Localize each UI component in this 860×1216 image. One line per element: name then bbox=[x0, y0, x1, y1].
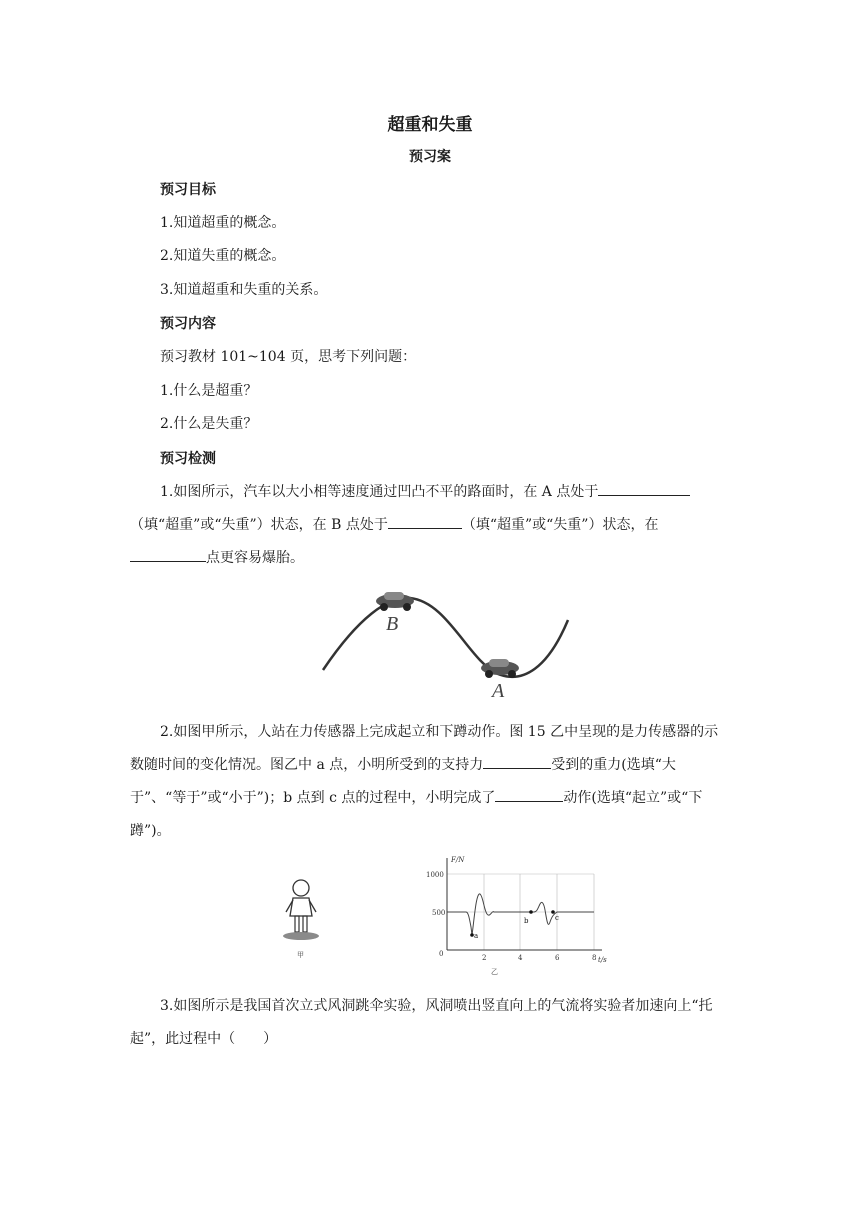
q1-text-4: 点更容易爆胎。 bbox=[206, 550, 304, 566]
page-subtitle: 预习案 bbox=[409, 149, 451, 165]
label-b: B bbox=[386, 613, 399, 635]
q2-text-2: 受到的重力(选填“大于”、“等于”或“小于”)；b 点到 c 点的过程中，小明完成了 bbox=[130, 757, 676, 806]
question-3 bbox=[130, 990, 730, 1056]
fig-yi-label: 乙 bbox=[491, 968, 498, 976]
sensor-plate-icon bbox=[283, 932, 319, 940]
q1-text-2: （填“超重”或“失重”）状态，在 B 点处于 bbox=[130, 517, 388, 533]
force-curve bbox=[447, 894, 594, 935]
x-tick-6: 6 bbox=[555, 954, 560, 962]
x-tick-8: 8 bbox=[592, 954, 597, 962]
q1-blank-c[interactable] bbox=[130, 545, 206, 562]
content-item: 2.什么是失重？ bbox=[160, 416, 258, 432]
person-figure bbox=[278, 876, 328, 961]
force-chart bbox=[414, 852, 614, 982]
point-b-label: b bbox=[524, 917, 529, 925]
y-tick-1000: 1000 bbox=[426, 871, 444, 879]
goal-item: 1.知道超重的概念。 bbox=[160, 215, 286, 231]
q3-text: 3.如图所示是我国首次立式风洞跳伞实验，风洞喷出竖直向上的气流将实验者加速向上“托起”，此过程中（ ） bbox=[130, 998, 713, 1047]
page-title: 超重和失重 bbox=[387, 115, 473, 135]
point-a-label: a bbox=[474, 932, 479, 940]
q2-text-3: 动作(选填“起立”或“下蹲”)。 bbox=[130, 790, 703, 839]
label-a: A bbox=[492, 680, 505, 702]
fig-jia-label: 甲 bbox=[297, 951, 304, 959]
q1-blank-b[interactable] bbox=[388, 512, 462, 529]
road-curve bbox=[323, 598, 568, 677]
goal-item: 3.知道超重和失重的关系。 bbox=[160, 282, 328, 298]
y-tick-500: 500 bbox=[432, 909, 446, 917]
question-1 bbox=[130, 476, 730, 575]
person-head-icon bbox=[293, 880, 309, 896]
y-axis-label: F/N bbox=[451, 856, 465, 864]
q2-text-1: 2.如图甲所示，人站在力传感器上完成起立和下蹲动作。图 15 乙中呈现的是力传感器的示数随时间的变化情况。图乙中 a 点，小明所受到的支持力 bbox=[130, 724, 719, 773]
x-tick-4: 4 bbox=[518, 954, 523, 962]
q1-text-1: 1.如图所示，汽车以大小相等速度通过凹凸不平的路面时，在 A 点处于 bbox=[160, 484, 599, 500]
x-axis-label: t/s bbox=[598, 956, 607, 964]
road-figure bbox=[318, 588, 578, 703]
x-tick-2: 2 bbox=[482, 954, 487, 962]
point-c-label: c bbox=[555, 914, 559, 922]
q1-text-3: （填“超重”或“失重”）状态，在 bbox=[461, 517, 659, 533]
content-heading: 预习内容 bbox=[160, 316, 216, 332]
goal-item: 2.知道失重的概念。 bbox=[160, 248, 286, 264]
content-intro: 预习教材 101~104 页，思考下列问题： bbox=[160, 349, 417, 365]
car-b-icon bbox=[376, 592, 414, 611]
y-tick-0: 0 bbox=[439, 950, 444, 958]
goals-heading: 预习目标 bbox=[160, 182, 216, 198]
point-b-marker bbox=[529, 910, 533, 914]
content-item: 1.什么是超重？ bbox=[160, 383, 258, 399]
q1-blank-a[interactable] bbox=[598, 479, 690, 496]
q2-blank-a[interactable] bbox=[483, 752, 551, 769]
question-2 bbox=[130, 716, 730, 848]
check-heading: 预习检测 bbox=[160, 451, 216, 467]
q2-blank-b[interactable] bbox=[495, 785, 563, 802]
